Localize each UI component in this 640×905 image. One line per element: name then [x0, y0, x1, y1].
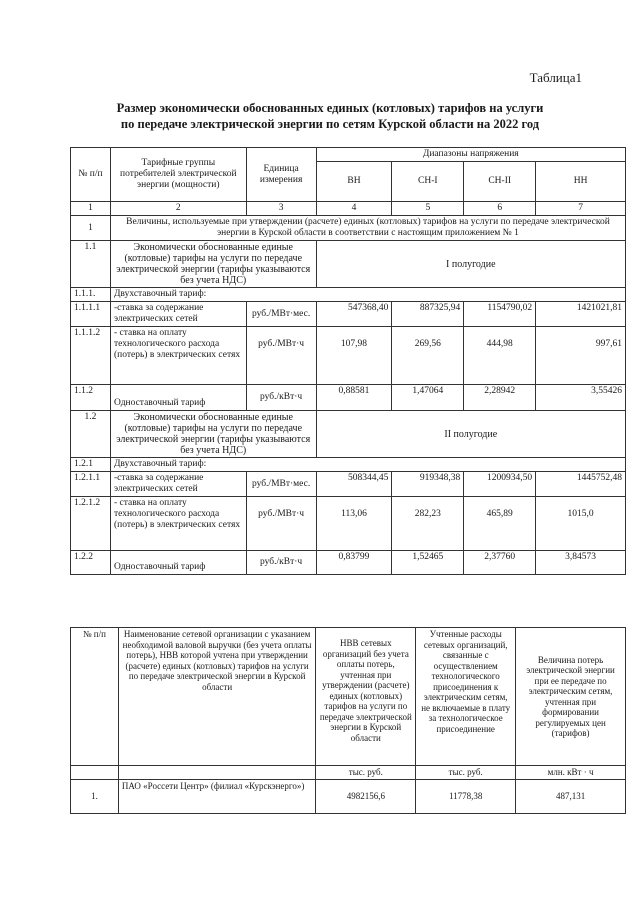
col-number: 2	[110, 202, 246, 216]
value-nn: 997,61	[536, 327, 626, 385]
table-row	[71, 241, 626, 288]
row-text: - ставка на оплату технологического расхода (потерь) в электрических сетях	[110, 497, 246, 551]
header-row	[71, 148, 626, 162]
col-no-header: № п/п	[71, 148, 111, 202]
row-text: -ставка за содержание электрических сетей	[110, 472, 246, 497]
value-vn: 508344,45	[316, 472, 392, 497]
col-number: 3	[246, 202, 316, 216]
losses-value: 487,131	[516, 779, 626, 813]
row-no: 1.2.1.1	[71, 472, 111, 497]
row-no: 1.2	[71, 411, 111, 458]
level-sn1: СН-I	[392, 162, 464, 202]
empty-cell	[71, 766, 119, 780]
value-nn: 3,55426	[536, 385, 626, 411]
value-vn: 0,83799	[316, 551, 392, 575]
period-label: II полугодие	[316, 411, 625, 458]
row-text: Двухставочный тариф:	[110, 288, 625, 302]
unit-costs: тыс. руб.	[416, 766, 516, 780]
value-sn1: 1,47064	[392, 385, 464, 411]
col-number: 7	[536, 202, 626, 216]
table-row	[71, 551, 626, 575]
value-sn2: 1154790,02	[464, 302, 536, 327]
table-row	[71, 458, 626, 472]
document-title	[60, 100, 600, 132]
period-label: I полугодие	[316, 241, 625, 288]
col-nvv-header: НВВ сетевых организаций без учета оплаты потерь, учтенная при утверждении (расчете) единых (котловых) тарифов на услуги по передаче электрической энергии в Курской области	[316, 628, 416, 766]
value-sn2: 2,37760	[464, 551, 536, 575]
row-no: 1.1.1.2	[71, 327, 111, 385]
value-sn1: 282,23	[392, 497, 464, 551]
row-no: 1.2.2	[71, 551, 111, 575]
table-row	[71, 497, 626, 551]
nvv-value: 4982156,6	[316, 779, 416, 813]
row-no: 1.2.1	[71, 458, 111, 472]
col-no-header: № п/п	[71, 628, 119, 766]
row-no: 1.1.1.	[71, 288, 111, 302]
value-nn: 1015,0	[536, 497, 626, 551]
value-vn: 547368,40	[316, 302, 392, 327]
col-number: 5	[392, 202, 464, 216]
col-number: 1	[71, 202, 111, 216]
row-unit: руб./кВт·ч	[246, 551, 316, 575]
value-sn2: 1200934,50	[464, 472, 536, 497]
title-line-1: Размер экономически обоснованных единых (котловых) тарифов на услуги	[116, 101, 544, 115]
row-text: Экономически обоснованные единые (котловые) тарифы на услуги по передаче электрической энергии (тарифы указываются без учета НДС)	[110, 411, 316, 458]
row-unit: руб./МВт·ч	[246, 327, 316, 385]
level-vn: ВН	[316, 162, 392, 202]
table-row	[71, 288, 626, 302]
col-number: 6	[464, 202, 536, 216]
table-row	[71, 411, 626, 458]
header-row	[71, 628, 626, 766]
value-nn: 1445752,48	[536, 472, 626, 497]
value-sn1: 269,56	[392, 327, 464, 385]
col-org-header: Наименование сетевой организации с указанием необходимой валовой выручки (без учета оплаты потерь), НВВ которой учтена при утверждении (расчете) единых (котловых) тарифов на услуги по передаче электрической энергии в Курской области	[118, 628, 316, 766]
value-sn2: 465,89	[464, 497, 536, 551]
row-unit: руб./МВт·ч	[246, 497, 316, 551]
col-numbers-row	[71, 202, 626, 216]
row-unit: руб./кВт·ч	[246, 385, 316, 411]
empty-cell	[118, 766, 316, 780]
units-row	[71, 766, 626, 780]
value-vn: 107,98	[316, 327, 392, 385]
tariff-table	[70, 147, 626, 575]
level-nn: НН	[536, 162, 626, 202]
row-text: Величины, используемые при утверждении (расчете) единых (котловых) тарифов на услуги по передаче электрической энергии в Курской области в соответствии с настоящим приложением № 1	[110, 216, 625, 241]
value-sn2: 2,28942	[464, 385, 536, 411]
unit-nvv: тыс. руб.	[316, 766, 416, 780]
col-ranges-header: Диапазоны напряжения	[316, 148, 625, 162]
row-text: -ставка за содержание электрических сетей	[110, 302, 246, 327]
row-no: 1.1.2	[71, 385, 111, 411]
col-unit-header: Единица измерения	[246, 148, 316, 202]
table-label: Таблица1	[529, 70, 582, 85]
table-row	[71, 327, 626, 385]
row-text: Одноставочный тариф	[110, 551, 246, 575]
row-unit: руб./МВт·мес.	[246, 472, 316, 497]
row-no: 1.1	[71, 241, 111, 288]
row-no: 1.	[71, 779, 119, 813]
row-text: Одноставочный тариф	[110, 385, 246, 411]
table-row	[71, 216, 626, 241]
costs-value: 11778,38	[416, 779, 516, 813]
col-losses-header: Величина потерь электрической энергии при ее передаче по электрическим сетям, учтенная при формировании регулируемых цен (тарифов)	[516, 628, 626, 766]
value-nn: 1421021,81	[536, 302, 626, 327]
row-text: - ставка на оплату технологического расхода (потерь) в электрических сетях	[110, 327, 246, 385]
value-vn: 113,06	[316, 497, 392, 551]
title-line-2: по передаче электрической энергии по сетям Курской области на 2022 год	[120, 117, 540, 131]
col-groups-header: Тарифные группы потребителей электрической энергии (мощности)	[110, 148, 246, 202]
row-text: Двухставочный тариф:	[110, 458, 625, 472]
value-sn1: 919348,38	[392, 472, 464, 497]
table-row	[71, 385, 626, 411]
row-no: 1	[71, 216, 111, 241]
value-nn: 3,84573	[536, 551, 626, 575]
table-row	[71, 302, 626, 327]
value-sn1: 887325,94	[392, 302, 464, 327]
col-number: 4	[316, 202, 392, 216]
table-row	[71, 472, 626, 497]
row-unit: руб./МВт·мес.	[246, 302, 316, 327]
row-text: Экономически обоснованные единые (котловые) тарифы на услуги по передаче электрической энергии (тарифы указываются без учета НДС)	[110, 241, 316, 288]
row-no: 1.1.1.1	[71, 302, 111, 327]
org-name: ПАО «Россети Центр» (филиал «Курскэнерго»)	[118, 779, 316, 813]
row-no: 1.2.1.2	[71, 497, 111, 551]
unit-losses: млн. кВт · ч	[516, 766, 626, 780]
level-sn2: СН-II	[464, 162, 536, 202]
network-organizations-table	[70, 627, 626, 814]
value-sn1: 1,52465	[392, 551, 464, 575]
table-row	[71, 779, 626, 813]
value-sn2: 444,98	[464, 327, 536, 385]
value-vn: 0,88581	[316, 385, 392, 411]
col-costs-header: Учтенные расходы сетевых организаций, связанные с осуществлением технологического присоединения к электрическим сетям, не включаемые в плату за технологическое присоединение	[416, 628, 516, 766]
